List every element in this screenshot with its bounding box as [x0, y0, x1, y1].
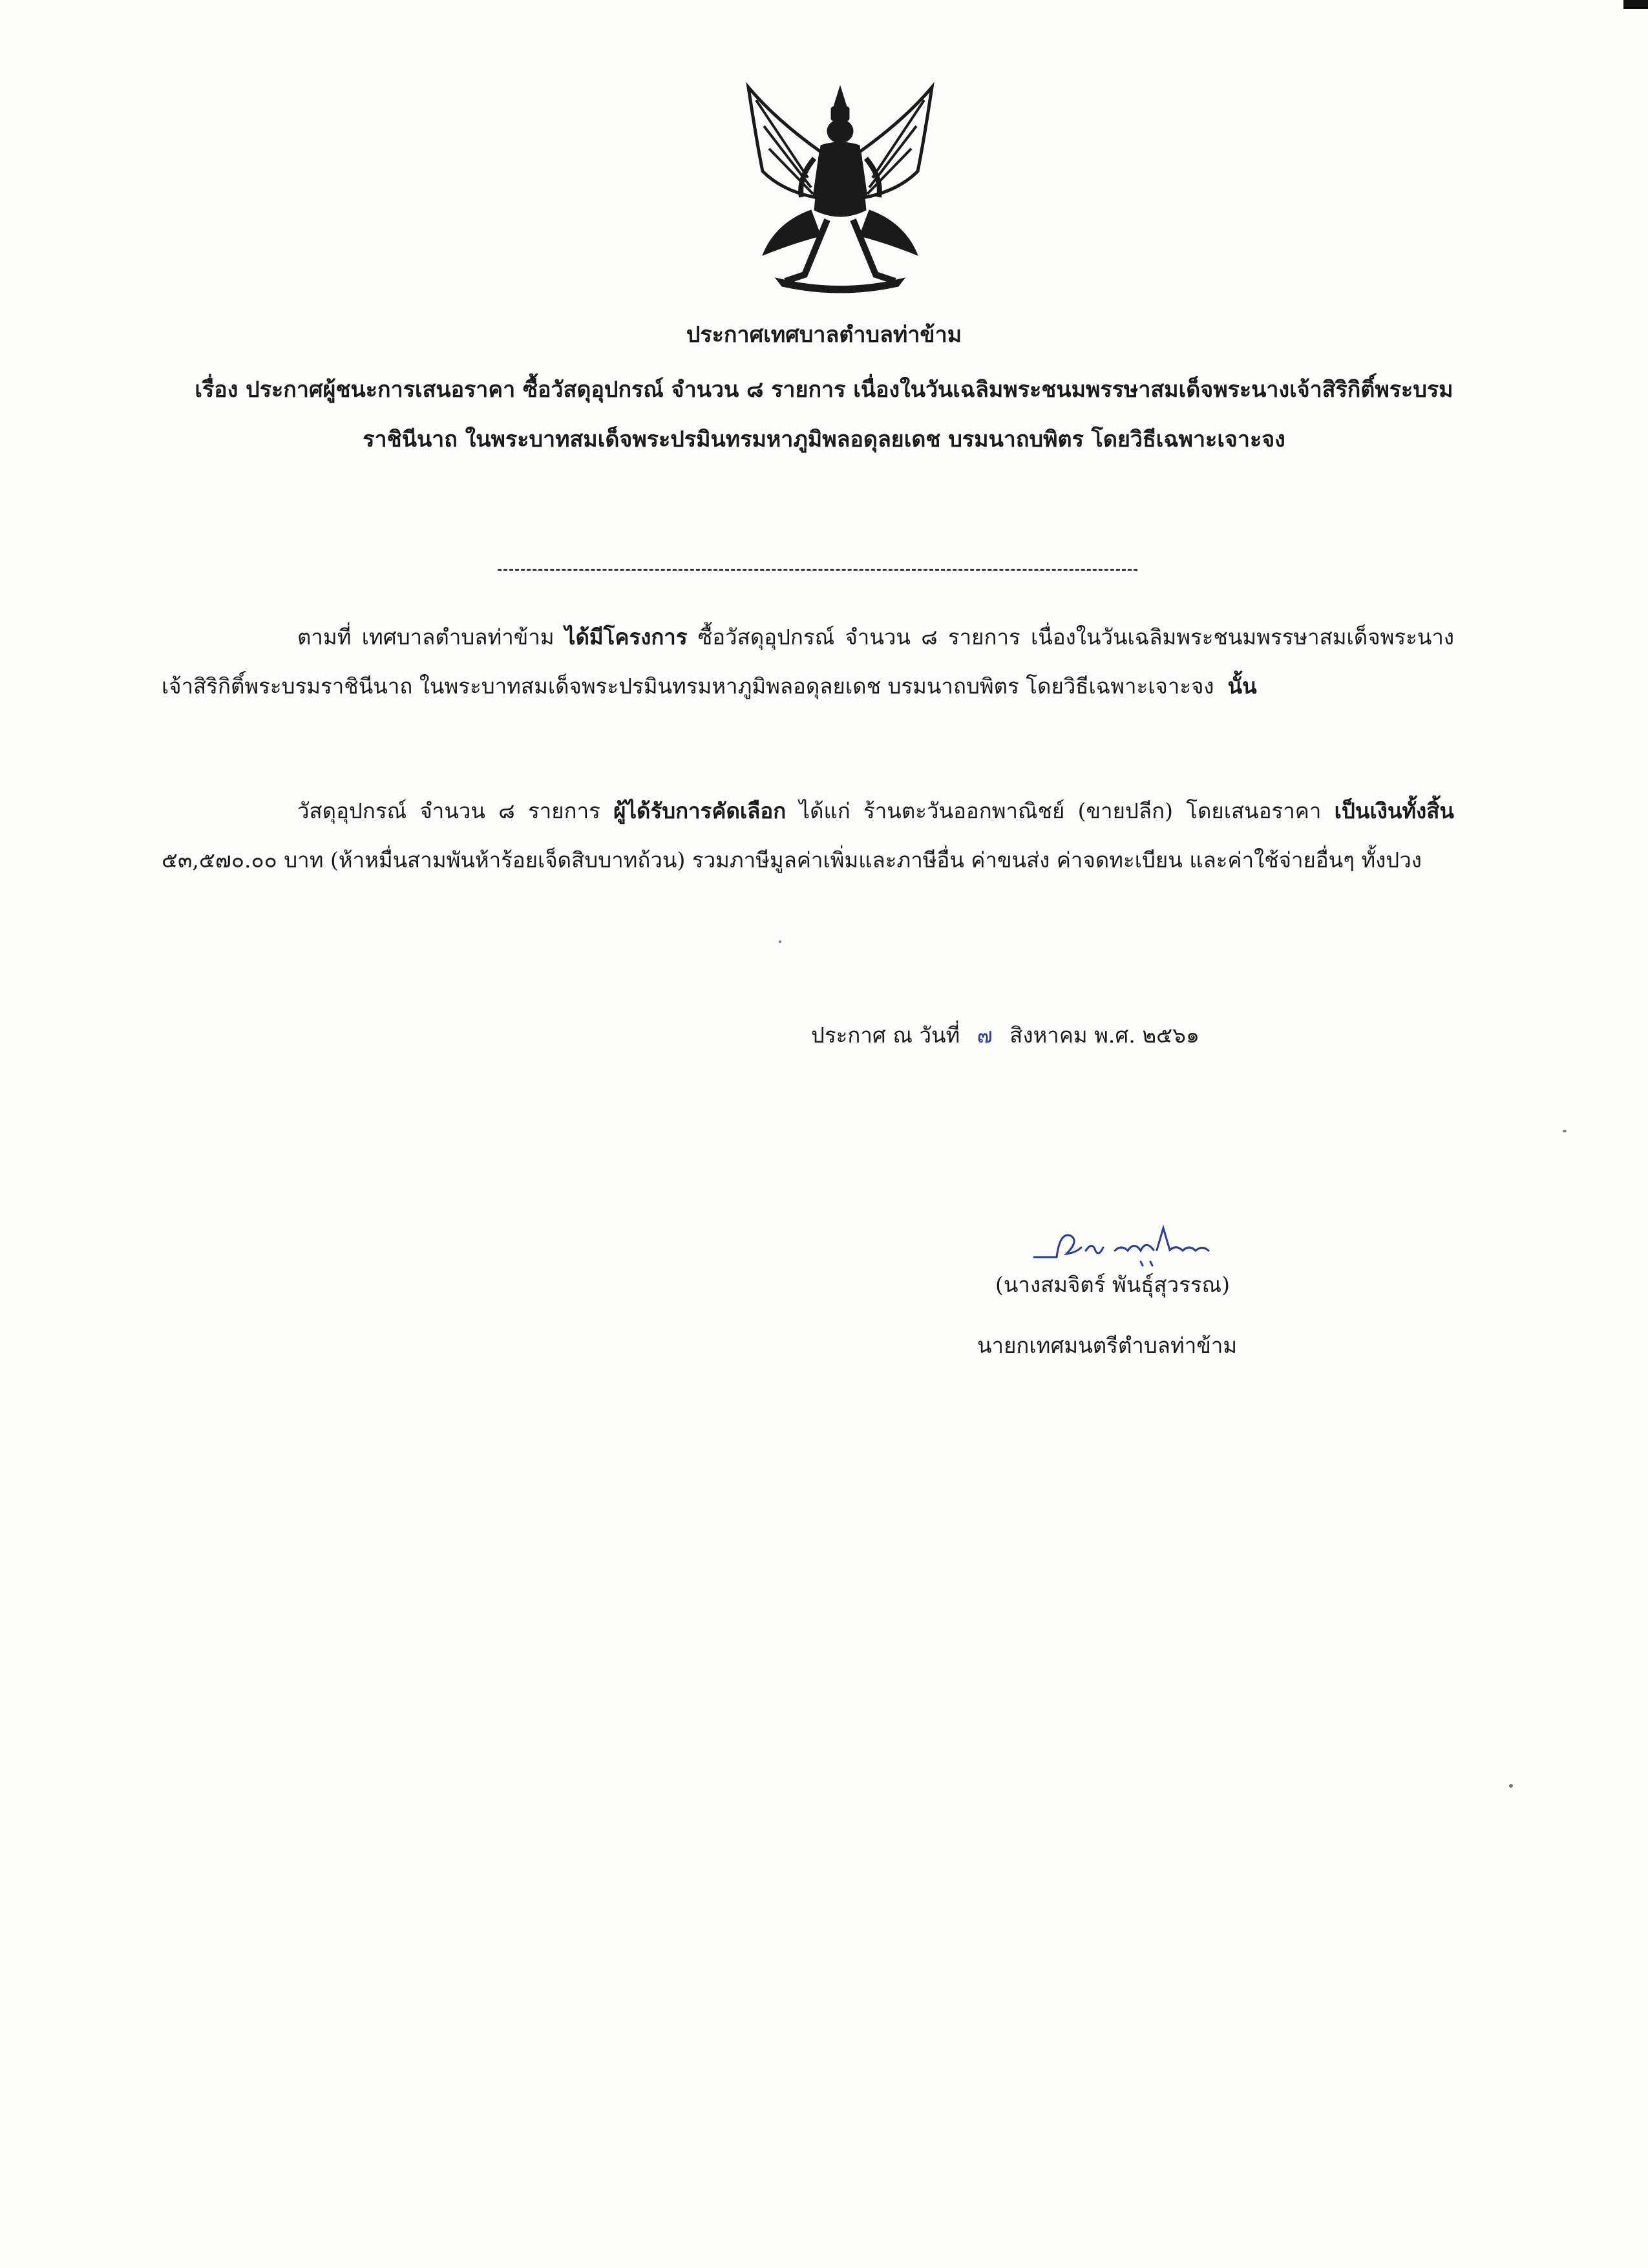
subject-label: เรื่อง: [195, 377, 238, 403]
p1-rest: ซื้อวัสดุอุปกรณ์ จำนวน ๘ รายการ เนื่องในวันเฉลิมพระชนมพรรษาสมเด็จพระนางเจ้าสิริกิติ์พระบรมราชินีนาถ ในพระบาทสมเด็จพระปรมินทรมหาภูมิพลอดุลยเดช บรมนาถบพิตร โดยวิธีเฉพาะเจาะจง: [162, 624, 1454, 699]
p2-bold2: เป็นเงินทั้งสิ้น: [1334, 798, 1454, 823]
section-divider: [498, 569, 1137, 571]
announcement-title: ประกาศเทศบาลตำบลท่าข้าม: [686, 322, 962, 348]
p2-mid: ได้แก่ ร้านตะวันออกพาณิชย์ (ขายปลีก) โดยเสนอราคา: [799, 798, 1322, 823]
announcement-date: [811, 1023, 1199, 1048]
signatory-name: (นางสมจิตร์ พันธุ์สุวรรณ): [995, 1272, 1231, 1297]
date-prefix: ประกาศ ณ วันที่: [811, 1023, 960, 1048]
paragraph-winner: [162, 787, 1454, 885]
p2-bold1: ผู้ได้รับการคัดเลือก: [613, 798, 787, 823]
garuda-emblem-icon: [737, 81, 944, 301]
p1-bold: ได้มีโครงการ: [564, 624, 688, 650]
paragraph-project: [162, 613, 1454, 711]
date-month-year: สิงหาคม พ.ศ. ๒๕๖๑: [1009, 1023, 1199, 1048]
p1-tail: นั้น: [1227, 673, 1257, 699]
p2-lead: วัสดุอุปกรณ์ จำนวน ๘ รายการ: [297, 798, 600, 823]
scan-edge-mark: [1623, 0, 1648, 9]
p1-lead: ตามที่ เทศบาลตำบลท่าข้าม: [297, 624, 555, 650]
p2-rest: ๕๓,๕๗๐.๐๐ บาท (ห้าหมื่นสามพันห้าร้อยเจ็ดสิบบาทถ้วน) รวมภาษีมูลค่าเพิ่มและภาษีอื่น ค่าขนส่ง ค่าจดทะเบียน และค่าใช้จ่ายอื่นๆ ทั้งปวง: [162, 847, 1422, 873]
scan-speck: [1563, 1130, 1567, 1132]
scan-speck: [779, 940, 781, 943]
announcement-subject: [155, 365, 1493, 465]
signatory-position: นายกเทศมนตรีตำบลท่าข้าม: [977, 1333, 1238, 1358]
subject-text: ประกาศผู้ชนะการเสนอราคา ซื้อวัสดุอุปกรณ์ จำนวน ๘ รายการ เนื่องในวันเฉลิมพระชนมพรรษาสมเด็จพระนางเจ้าสิริกิติ์พระบรมราชินีนาถ ในพระบาทสมเด็จพระปรมินทรมหาภูมิพลอดุลยเดช บรมนาถบพิตร โดยวิธีเฉพาะเจาะจง: [246, 377, 1453, 452]
date-day: ๗: [977, 1023, 993, 1048]
signature-icon: [1031, 1222, 1225, 1273]
scan-speck: [1509, 1784, 1513, 1788]
